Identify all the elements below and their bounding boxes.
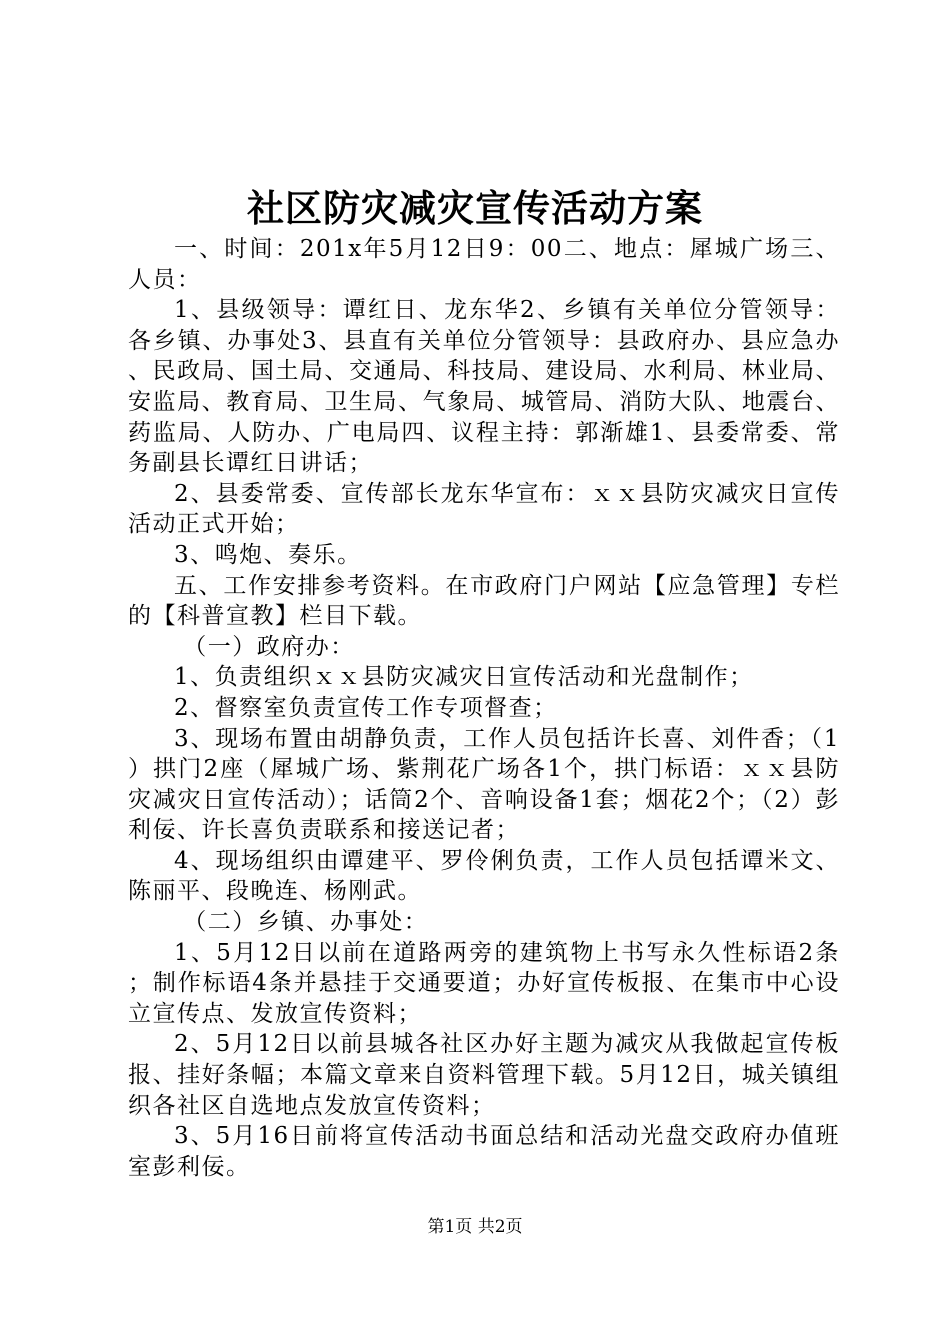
paragraph-town-item-2: 2、5月12日以前县城各社区办好主题为减灾从我做起宣传板报、挂好条幅；本篇文章来自资料管理下载。5月12日，城关镇组织各社区自选地点发放宣传资料；: [128, 1031, 840, 1119]
paragraph-gov-item-1: 1、负责组织ｘｘ县防灾减灾日宣传活动和光盘制作；: [174, 664, 754, 691]
paragraph-agenda-item-2: 2、县委常委、宣传部长龙东华宣布：ｘｘ县防灾减灾日宣传活动正式开始；: [128, 480, 840, 538]
paragraph-gov-item-4: 4、现场组织由谭建平、罗伶俐负责，工作人员包括谭米文、陈丽平、段晚连、杨刚武。: [128, 847, 840, 905]
paragraph-leaders-agenda: 1、县级领导：谭红日、龙东华2、乡镇有关单位分管领导：各乡镇、办事处3、县直有关单位分管领导：县政府办、县应急办、民政局、国土局、交通局、科技局、建设局、水利局、林业局、安监局、教育局、卫生局、气象局、城管局、消防大队、地震台、药监局、人防办、广电局四、议程主持：郭渐雄1、县委常委、常务副县长谭红日讲话；: [128, 297, 840, 477]
paragraph-town-item-3: 3、5月16日前将宣传活动书面总结和活动光盘交政府办值班室彭利佞。: [128, 1123, 840, 1180]
section-heading-government-office: （一）政府办：: [183, 633, 355, 660]
paragraph-town-item-1: 1、5月12日以前在道路两旁的建筑物上书写永久性标语2条；制作标语4条并悬挂于交通要道；办好宣传板报、在集市中心设立宣传点、发放宣传资料；: [128, 939, 840, 1027]
document-title: 社区防灾减灾宣传活动方案: [247, 186, 703, 230]
paragraph-work-arrangement: 五、工作安排参考资料。在市政府门户网站【应急管理】专栏的【科普宣教】栏目下载。: [128, 572, 840, 630]
document-body: [128, 234, 840, 1182]
page-number-footer: 第1页 共2页: [427, 1217, 523, 1237]
paragraph-time-place-staff: 一、时间：201x年5月12日9：00二、地点：犀城广场三、人员：: [128, 236, 840, 293]
paragraph-gov-item-3: 3、现场布置由胡静负责，工作人员包括许长喜、刘件香；（1）拱门2座（犀城广场、紫荆花广场各1个，拱门标语：ｘｘ县防灾减灾日宣传活动）；话筒2个、音响设备1套；烟花2个；（2）彭利佞、许长喜负责联系和接送记者；: [128, 725, 840, 844]
paragraph-gov-item-2: 2、督察室负责宣传工作专项督查；: [174, 694, 558, 721]
paragraph-agenda-item-3: 3、鸣炮、奏乐。: [174, 541, 362, 568]
section-heading-towns-offices: （二）乡镇、办事处：: [183, 909, 429, 936]
